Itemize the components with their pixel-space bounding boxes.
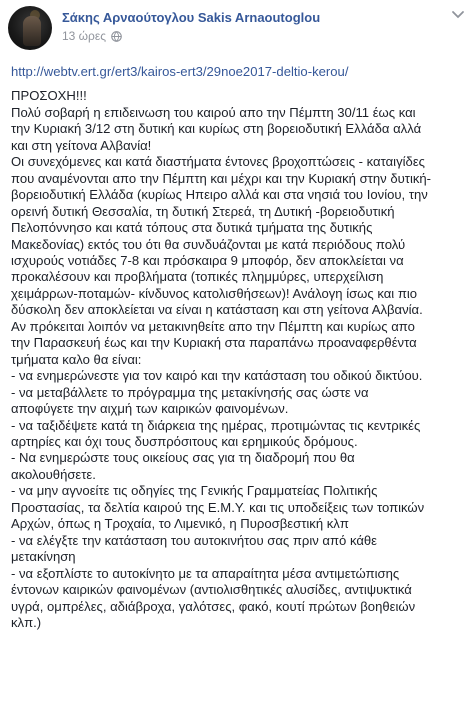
post-text-line: Πελοπόννησο και κατά τόπους στα δυτικά τμήματα της δυτικής [11,220,373,236]
post-text-line: ισχυρούς νοτιάδες 7-8 και πρόσκαιρα 9 μποφόρ, δεν αποκλείεται να [11,252,404,268]
post-text-line: και στη γείτονα Αλβανία! [11,137,152,153]
post-text-line: - Να ενημερώστε τους οικείους σας για τη διαδρομή που θα [11,450,355,466]
avatar-figure [23,16,41,46]
post-subline [62,29,320,44]
post-text-line: ακολουθήσετε. [11,466,96,482]
post-header [8,6,320,50]
post-text-line: - να εξοπλίστε το αυτοκίνητο με τα απαραίτητα μέσα αντιμετώπισης [11,565,400,581]
post-text-line: χειμάρρων-ποταμών- κίνδυνος κατολισθήσεων)! Ανάλογη ίσως και πιο [11,285,418,301]
post-text-line: - να ενημερώνεστε για τον καιρό και την κατάσταση του οδικού δικτύου. [11,368,423,384]
post-text-line: κλπ.) [11,614,42,630]
post-text-line: μετακίνηση [11,549,76,565]
post-text-line: Οι συνεχόμενες και κατά διαστήματα έντονες βροχοπτώσεις - καταιγίδες [11,154,425,170]
post-text-line: - να μεταβάλλετε το πρόγραμμα της μετακίνησής σας ώστε να [11,384,369,400]
post-text-line: Αν πρόκειται λοιπόν να μετακινηθείτε απο την Πέμπτη και κυρίως απο [11,318,415,334]
post-text-line: ορεινή δυτική Θεσσαλία, τη δυτική Στερεά, τη Δυτική -βορειοδυτική [11,203,395,219]
author-name[interactable]: Σάκης Αρναούτογλου Sakis Arnaoutoglou [62,10,321,25]
post-text-line: - να ταξιδέψετε κατά τη διάρκεια της ημέρας, προτιμώντας τις κεντρικές [11,417,421,433]
post-text-line: την Παρασκευή έως και την Κυριακή στα παραπάνω προαναφερθέντα [11,335,417,351]
post-text-line: την Κυριακή 3/12 στη δυτική και κυρίως στη βορειοδυτική Ελλάδα αλλά [11,121,422,137]
post-text-line: τμήματα καλο θα είναι: [11,351,142,367]
avatar[interactable] [8,6,52,50]
chevron-down-icon[interactable] [451,10,465,20]
post-text-line: - να μην αγνοείτε τις οδηγίες της Γενικής Γραμματείας Πολιτικής [11,483,378,499]
post-text [11,88,467,631]
post-text-line: προκαλέσουν και προβλήματα (τοπικές πλημμύρες, υπερχείλιση [11,269,384,285]
post-text-line: Μακεδονίας) εκτός του ότι θα συνδυάζονται με κατά περιόδους πολύ [11,236,406,252]
post-body [11,64,467,631]
post-text-line: δύσκολη δεν αποκλείεται να είναι η κατάσταση και στη γείτονα Αλβανία. [11,302,423,318]
post-text-line: ΠΡΟΣΟΧΗ!!! [11,88,87,104]
globe-icon [111,31,122,42]
post-text-line: Αρχών, όπως η Τροχαία, το Λιμενικό, η Πυροσβεστική κλπ [11,516,349,532]
post-text-line: που αναμένονται απο την Πέμπτη και μέχρι και την Κυριακή στην δυτική- [11,170,432,186]
post-text-line: βορειοδυτική Ελλάδα (κυρίως Ηπειρο αλλά και στα νησιά του Ιονίου, την [11,187,428,203]
post-text-line: αποφύγετε την αιχμή των καιρικών φαινομένων. [11,401,289,417]
post-link[interactable]: http://webtv.ert.gr/ert3/kairos-ert3/29noe2017-deltio-kerou/ [11,64,349,79]
post-meta [62,6,320,44]
post-text-line: Πολύ σοβαρή η επιδεινωση του καιρού απο την Πέμπτη 30/11 έως και [11,104,416,120]
post-text-line: Προστασίας, τα δελτία καιρού της Ε.Μ.Υ. και τις υποδείξεις των τοπικών [11,499,425,515]
post-text-line: αρτηρίες και όχι τους δυσπρόσιτους και ερημικούς δρόμους. [11,433,358,449]
post-text-line: υγρά, ομπρέλες, αδιάβροχα, γαλότσες, φακό, κουτί πρώτων βοηθειών [11,598,416,614]
post-text-line: - να ελέγξτε την κατάσταση του αυτοκινήτου σας πριν από κάθε [11,532,378,548]
post-timestamp[interactable]: 13 ώρες [62,29,107,43]
post-text-line: έντονων καιρικών φαινομένων (αντιολισθητικές αλυσίδες, αντιψυκτικά [11,582,412,598]
